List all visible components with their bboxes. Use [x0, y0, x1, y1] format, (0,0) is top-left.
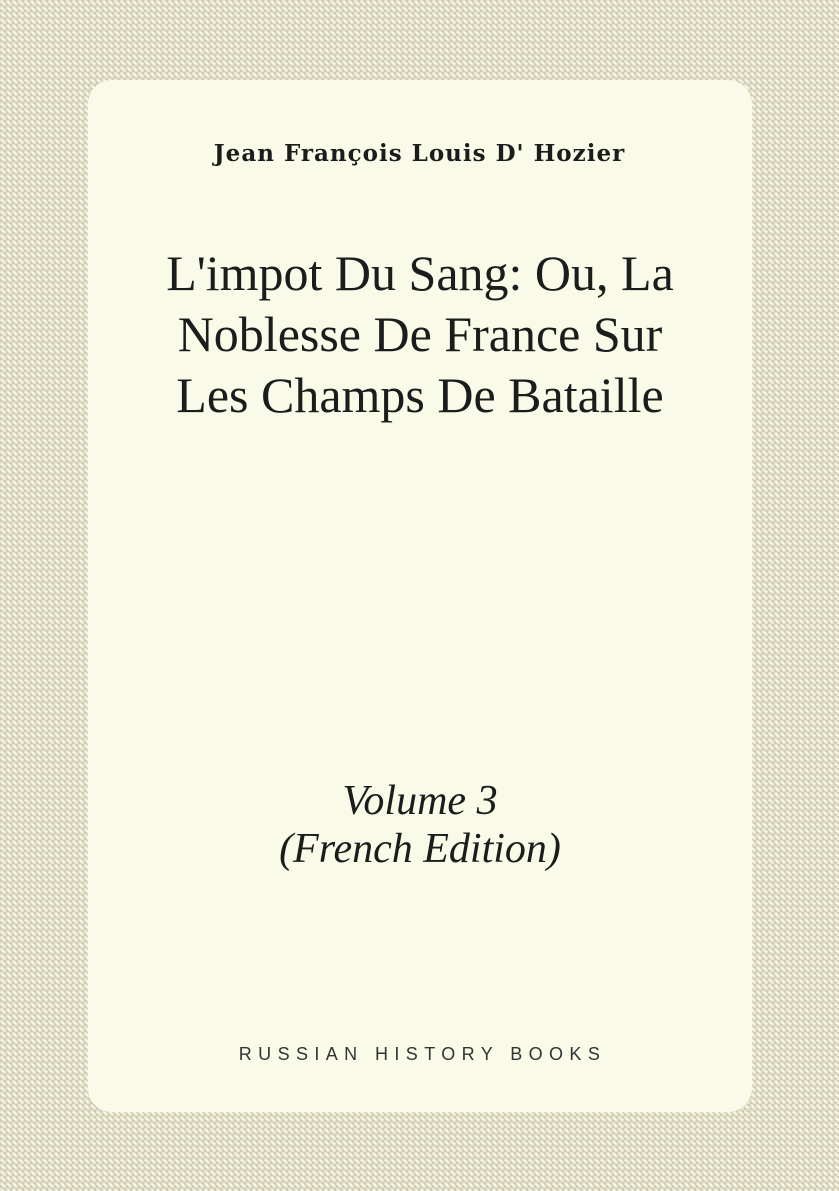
publisher-name: RUSSIAN HISTORY BOOKS — [238, 1044, 607, 1064]
volume-label: Volume 3 — [342, 778, 498, 824]
author-name: Jean François Louis D' Hozier — [213, 140, 626, 167]
cover-panel — [88, 80, 752, 1112]
book-title: L'impot Du Sang: Ou, La Noblesse De France Sur Les Champs De Bataille — [166, 245, 674, 423]
edition-label: (French Edition) — [279, 826, 561, 872]
book-subtitle — [150, 777, 690, 873]
